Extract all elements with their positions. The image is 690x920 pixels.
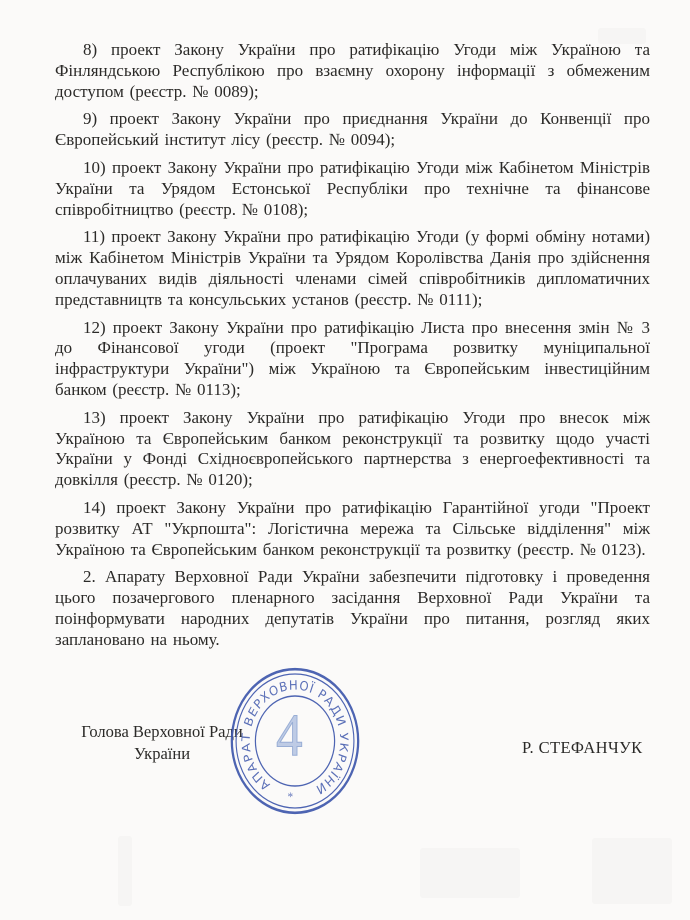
law-item-9: 9) проект Закону України про приєднання України до Конвенції про Європейський інститут лісу (реєстр. № 0094);	[55, 109, 650, 150]
scan-artifact	[592, 838, 672, 904]
stamp-ring-text: АПАРАТ ВЕРХОВНОЇ РАДИ УКРАЇНИ	[239, 677, 351, 798]
law-item-13: 13) проект Закону України про ратифікацію Угоди про внесок між Україною та Європейським банком реконструкції та розвитку щодо участі України у Фонді Східноєвропейського партнерства з енергоефективності та довкілля (реєстр. № 0120);	[55, 407, 650, 490]
signer-position-line1: Голова Верховної Ради	[81, 722, 243, 741]
scan-artifact	[598, 28, 646, 44]
law-item-11: 11) проект Закону України про ратифікацію Угоди (у формі обміну нотами) між Кабінетом Міністрів України та Урядом Королівства Данія про здійснення оплачуваних видів діяльності членами сімей співробітників дипломатичних представництв та консульських установ (реєстр. № 0111);	[55, 227, 650, 309]
law-item-12: 12) проект Закону України про ратифікацію Листа про внесення змін № 3 до Фінансової угоди (проект "Програма розвитку муніципальної інфраструктури України") між Україною та Європейським інвестиційним банком (реєстр. № 0113);	[55, 317, 650, 399]
stamp-star-separator: *	[287, 789, 294, 805]
scan-artifact	[420, 848, 520, 898]
official-stamp	[229, 666, 361, 816]
scan-artifact	[118, 836, 132, 906]
law-item-10: 10) проект Закону України про ратифікацію Угоди між Кабінетом Міністрів України та Урядом Естонської Республіки про технічне та фінансове співробітництво (реєстр. № 0108);	[55, 157, 650, 219]
signer-position-line2: України	[133, 744, 191, 763]
law-item-8: 8) проект Закону України про ратифікацію Угоди між Україною та Фінляндською Республікою про взаємну охорону інформації з обмеженим доступом (реєстр. № 0089);	[55, 40, 650, 101]
stamp-numeral: 4	[276, 702, 303, 769]
law-item-14: 14) проект Закону України про ратифікацію Гарантійної угоди "Проект розвитку АТ "Укрпошта": Логістична мережа та Сільське відділення" між Україною та Європейським банком реконструкції та розвитку (реєстр. № 0123).	[55, 497, 650, 559]
signer-name: Р. СТЕФАНЧУК	[522, 738, 643, 757]
resolution-item-2: 2. Апарату Верховної Ради України забезпечити підготовку і проведення цього позачергового пленарного засідання Верховної Ради України та поінформувати народних депутатів України про питання, розгляд яких заплановано на ньому.	[55, 567, 650, 649]
